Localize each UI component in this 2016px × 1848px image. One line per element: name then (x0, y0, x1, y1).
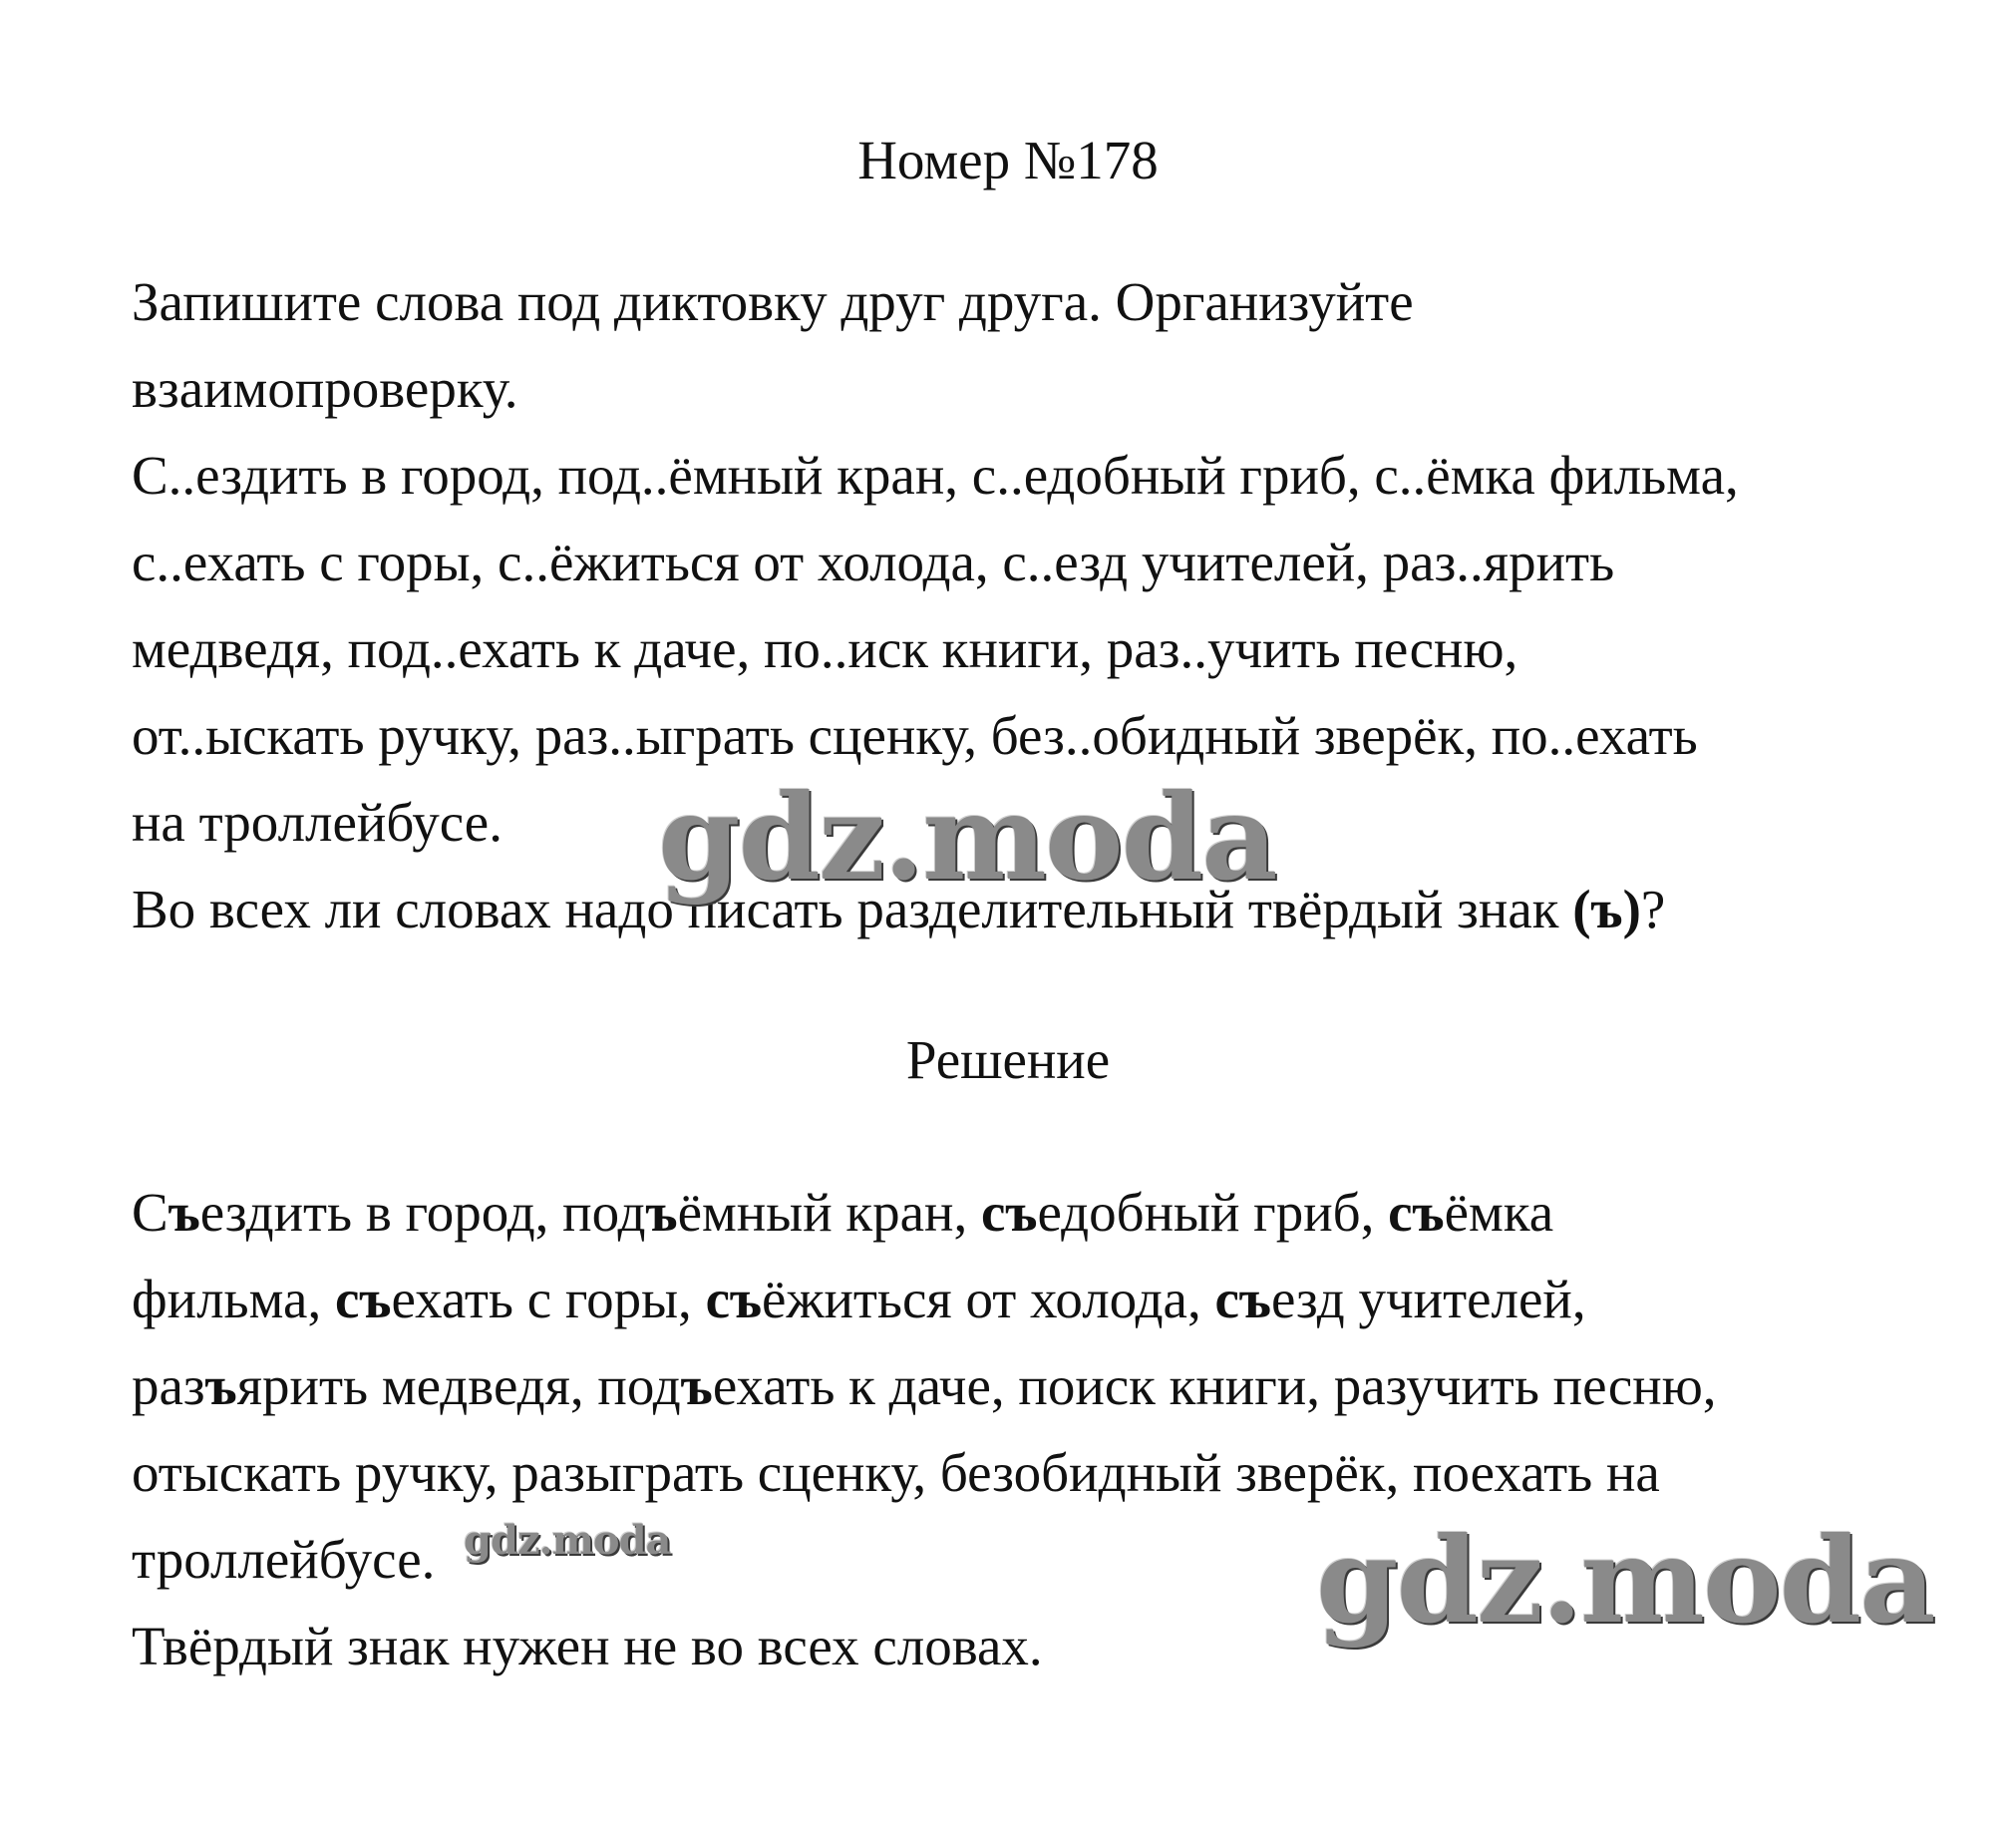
watermark-logo-bottom: gdz.moda (1316, 1511, 1934, 1650)
question-hard-sign: (ъ) (1572, 879, 1641, 939)
solution-line: фильма, съехать с горы, съёжиться от холода, съезд учителей, (132, 1269, 1586, 1329)
task-line: взаимопроверку. (132, 358, 518, 419)
solution-line: троллейбусе. (132, 1529, 436, 1590)
task-line: Запишите слова под диктовку друг друга. Организуйте (132, 271, 1414, 332)
solution-conclusion: Твёрдый знак нужен не во всех словах. (132, 1616, 1043, 1676)
task-line: С..ездить в город, под..ёмный кран, с..едобный гриб, с..ёмка фильма, (132, 445, 1739, 506)
question-text: Во всех ли словах надо писать разделительный твёрдый знак (132, 879, 1573, 939)
task-line: медведя, под..ехать к даче, по..иск книги, раз..учить песню, (132, 618, 1518, 679)
task-line: с..ехать с горы, с..ёжиться от холода, с..езд учителей, раз..ярить (132, 532, 1615, 592)
task-line: от..ыскать ручку, раз..ыграть сценку, без..обидный зверёк, по..ехать (132, 705, 1698, 766)
task-line: на троллейбусе. (132, 792, 503, 853)
watermark-logo-small: gdz.moda (464, 1517, 671, 1564)
solution-line: разъярить медведя, подъехать к даче, поиск книги, разучить песню, (132, 1355, 1717, 1416)
watermark-logo: gdz.moda (658, 768, 1276, 907)
page-title: Номер №178 (857, 130, 1159, 190)
question-mark: ? (1640, 879, 1666, 939)
solution-title: Решение (905, 1029, 1111, 1090)
solution-line: отыскать ручку, разыграть сценку, безобидный зверёк, поехать на (132, 1442, 1660, 1503)
solution-line: Съездить в город, подъёмный кран, съедобный гриб, съёмка (132, 1182, 1554, 1243)
